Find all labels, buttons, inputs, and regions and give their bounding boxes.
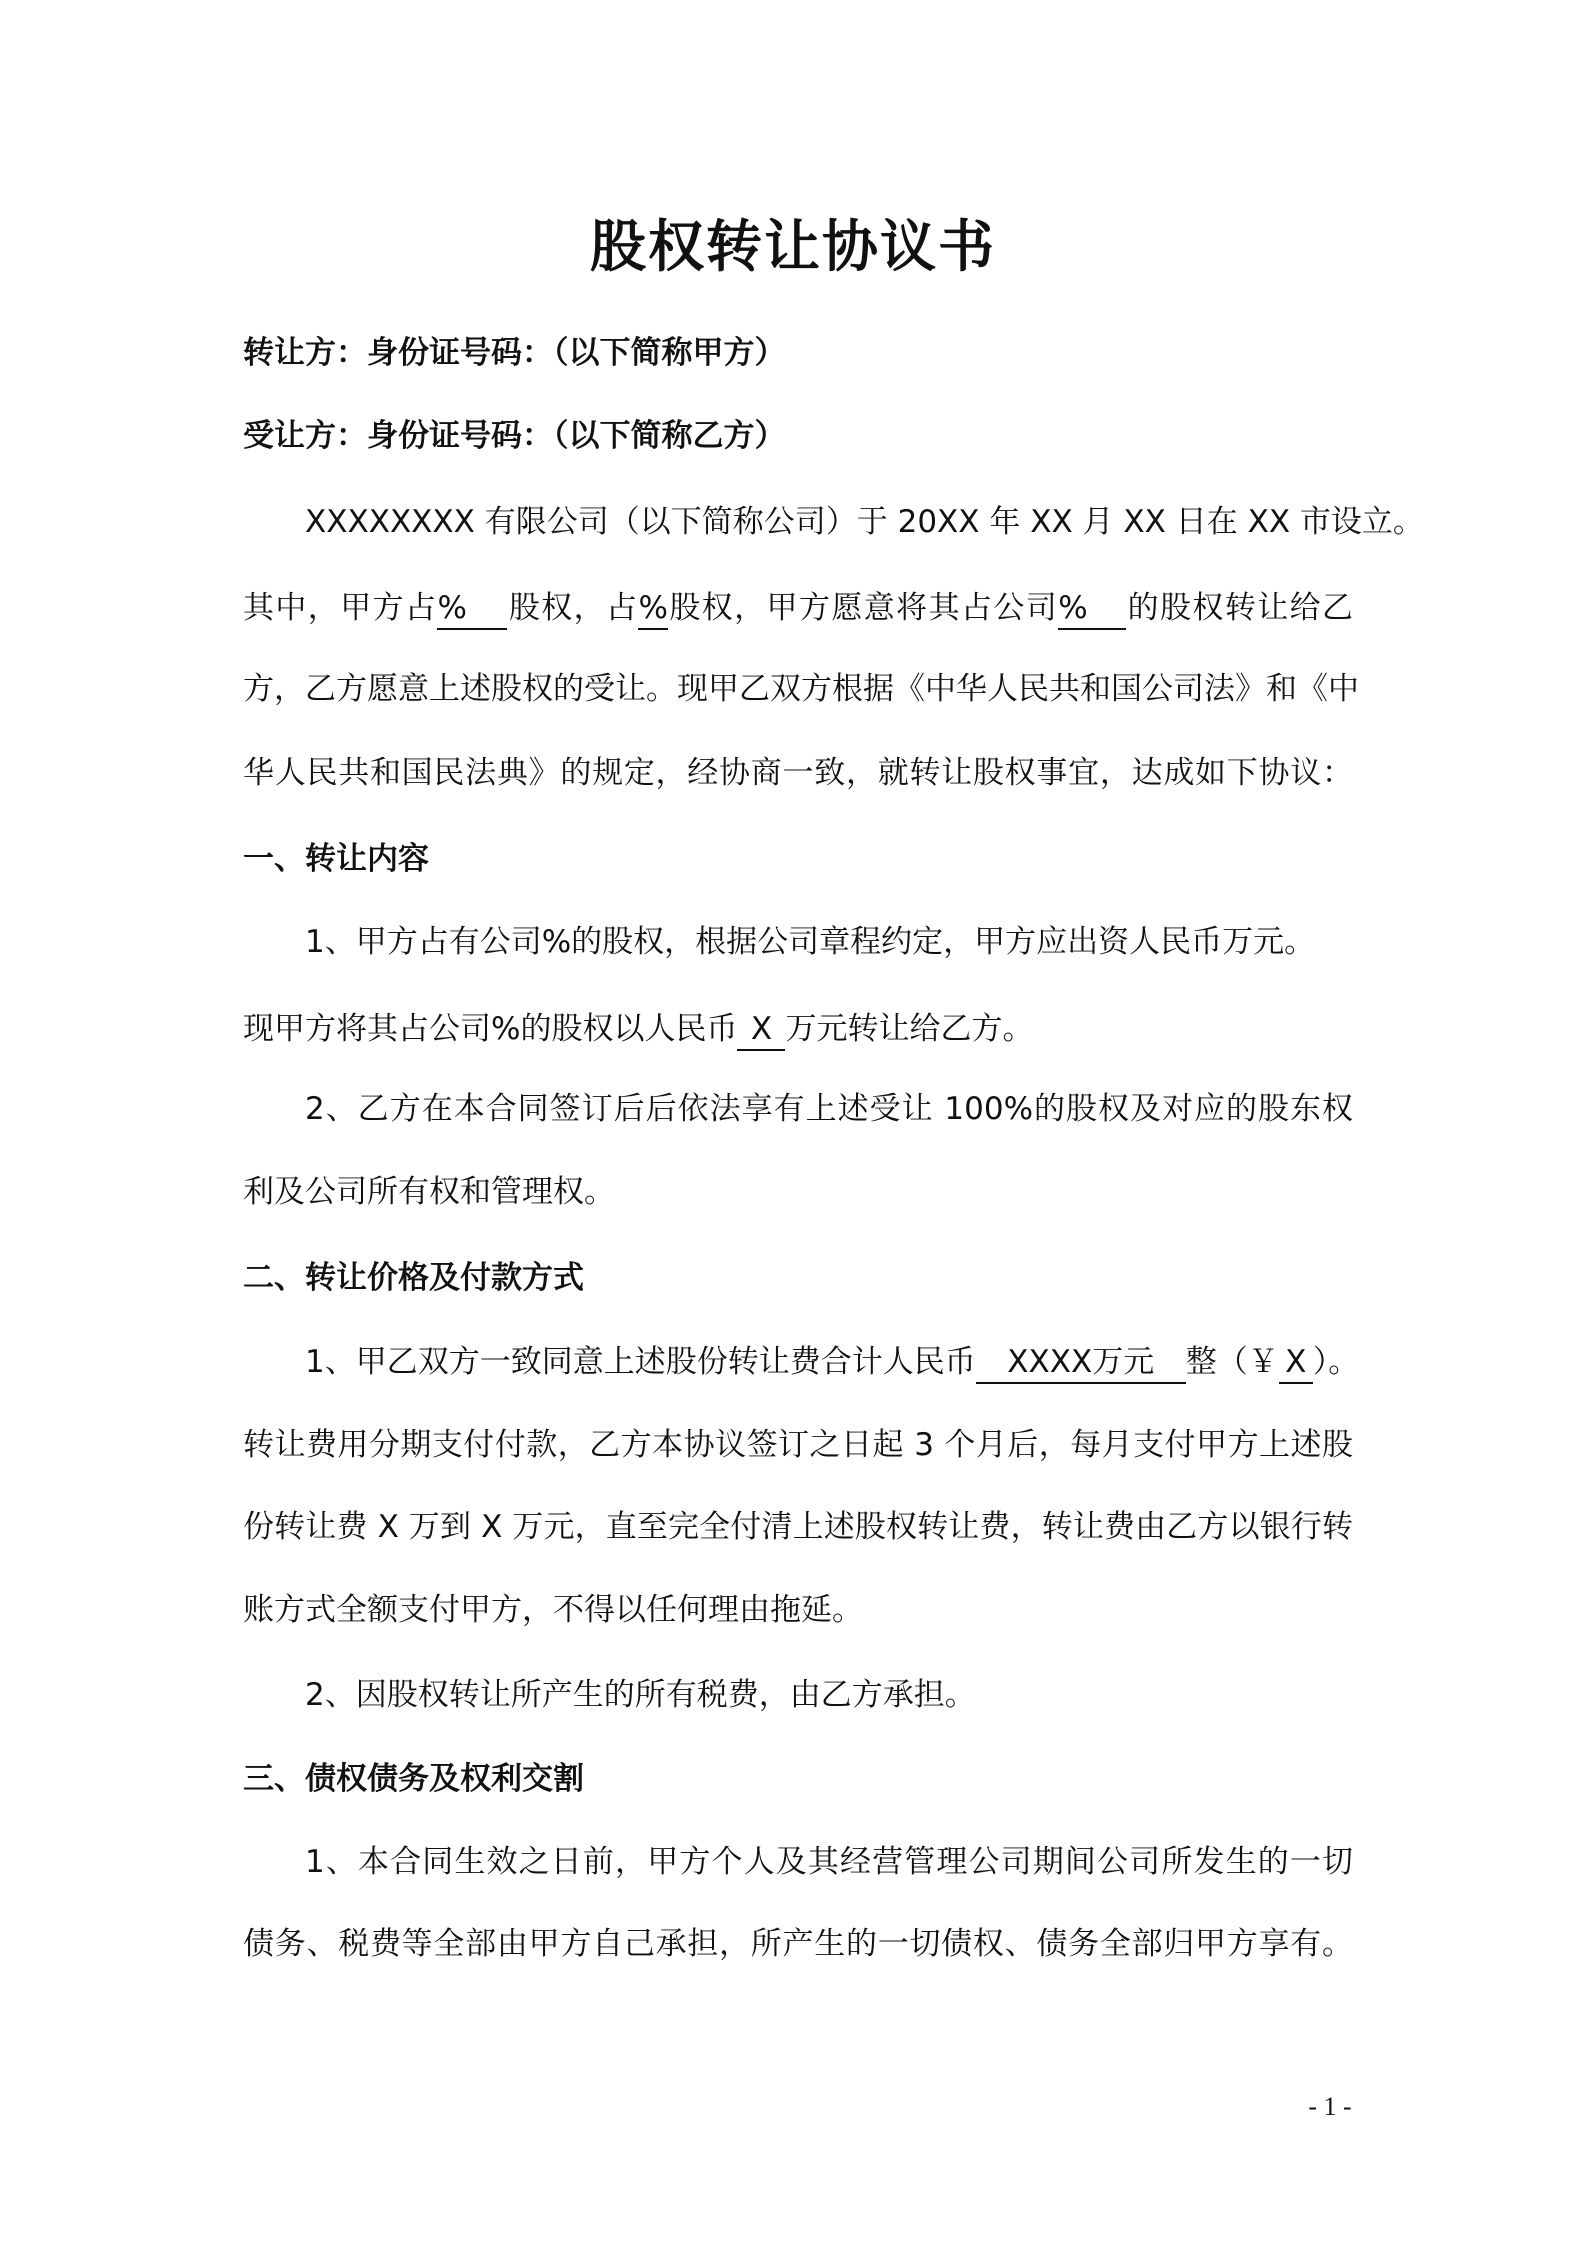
blank-yen: X [1279, 1342, 1313, 1384]
section-1-p1-line-2 [243, 1007, 1353, 1051]
intro-text-b: 股权，占 [507, 590, 639, 626]
section-2-heading: 二、转让价格及付款方式 [243, 1260, 584, 1296]
section-2-p1-line-2: 转让费用分期支付付款，乙方本协议签订之日起 3 个月后，每月支付甲方上述股 [243, 1427, 1353, 1463]
section-3-p1-line-1: 1、本合同生效之日前，甲方个人及其经营管理公司期间公司所发生的一切 [305, 1844, 1353, 1880]
transferor-line: 转让方：身份证号码：（以下简称甲方） [243, 335, 786, 371]
document-title: 股权转让协议书 [590, 215, 996, 280]
section-2-p1-text-c: ）。 [1312, 1344, 1360, 1380]
section-2-p1-line-1 [305, 1340, 1360, 1384]
section-3-heading: 三、债权债务及权利交割 [243, 1761, 584, 1797]
section-1-heading: 一、转让内容 [243, 841, 429, 877]
blank-percent-1: % [437, 588, 507, 630]
intro-text-d: 的股权转让给乙 [1126, 590, 1354, 626]
blank-percent-3: % [1058, 588, 1126, 630]
section-2-p2: 2、因股权转让所产生的所有税费，由乙方承担。 [305, 1677, 976, 1713]
section-1-p1-line-1: 1、甲方占有公司%的股权，根据公司章程约定，甲方应出资人民币万元。 [305, 924, 1316, 960]
intro-text-c: 股权，甲方愿意将其占公司 [667, 590, 1059, 626]
blank-amount-x: X [737, 1009, 785, 1051]
intro-text-a: 其中，甲方占 [243, 590, 438, 626]
intro-line-2 [243, 586, 1353, 630]
intro-line-4: 华人民共和国民法典》的规定，经协商一致，就转让股权事宜，达成如下协议： [243, 755, 1353, 791]
blank-price: XXXX万元 [976, 1342, 1186, 1384]
section-1-p1-text-a: 现甲方将其占公司%的股权以人民币 [243, 1011, 738, 1047]
section-2-p1-line-3: 份转让费 X 万到 X 万元，直至完全付清上述股权转让费，转让费由乙方以银行转 [243, 1509, 1353, 1545]
section-2-p1-text-a: 1、甲乙双方一致同意上述股份转让费合计人民币 [305, 1344, 976, 1380]
transferee-line: 受让方：身份证号码：（以下简称乙方） [243, 418, 786, 454]
section-2-p1-text-b: 整（￥ [1185, 1344, 1279, 1380]
intro-line-3: 方，乙方愿意上述股权的受让。现甲乙双方根据《中华人民共和国公司法》和《中 [243, 671, 1359, 707]
section-1-p2-line-2: 利及公司所有权和管理权。 [243, 1174, 615, 1210]
page-number: - 1 - [1308, 2092, 1352, 2121]
section-3-p1-line-2: 债务、税费等全部由甲方自己承担，所产生的一切债权、债务全部归甲方享有。 [243, 1926, 1353, 1962]
blank-percent-2: % [638, 588, 667, 630]
intro-line-1: XXXXXXXX 有限公司（以下简称公司）于 20XX 年 XX 月 XX 日在 XX 市设立。 [305, 504, 1424, 540]
section-1-p2-line-1: 2、乙方在本合同签订后后依法享有上述受让 100%的股权及对应的股东权 [305, 1091, 1353, 1127]
section-2-p1-line-4: 账方式全额支付甲方，不得以任何理由拖延。 [243, 1592, 863, 1628]
section-1-p1-text-b: 万元转让给乙方。 [785, 1011, 1034, 1047]
